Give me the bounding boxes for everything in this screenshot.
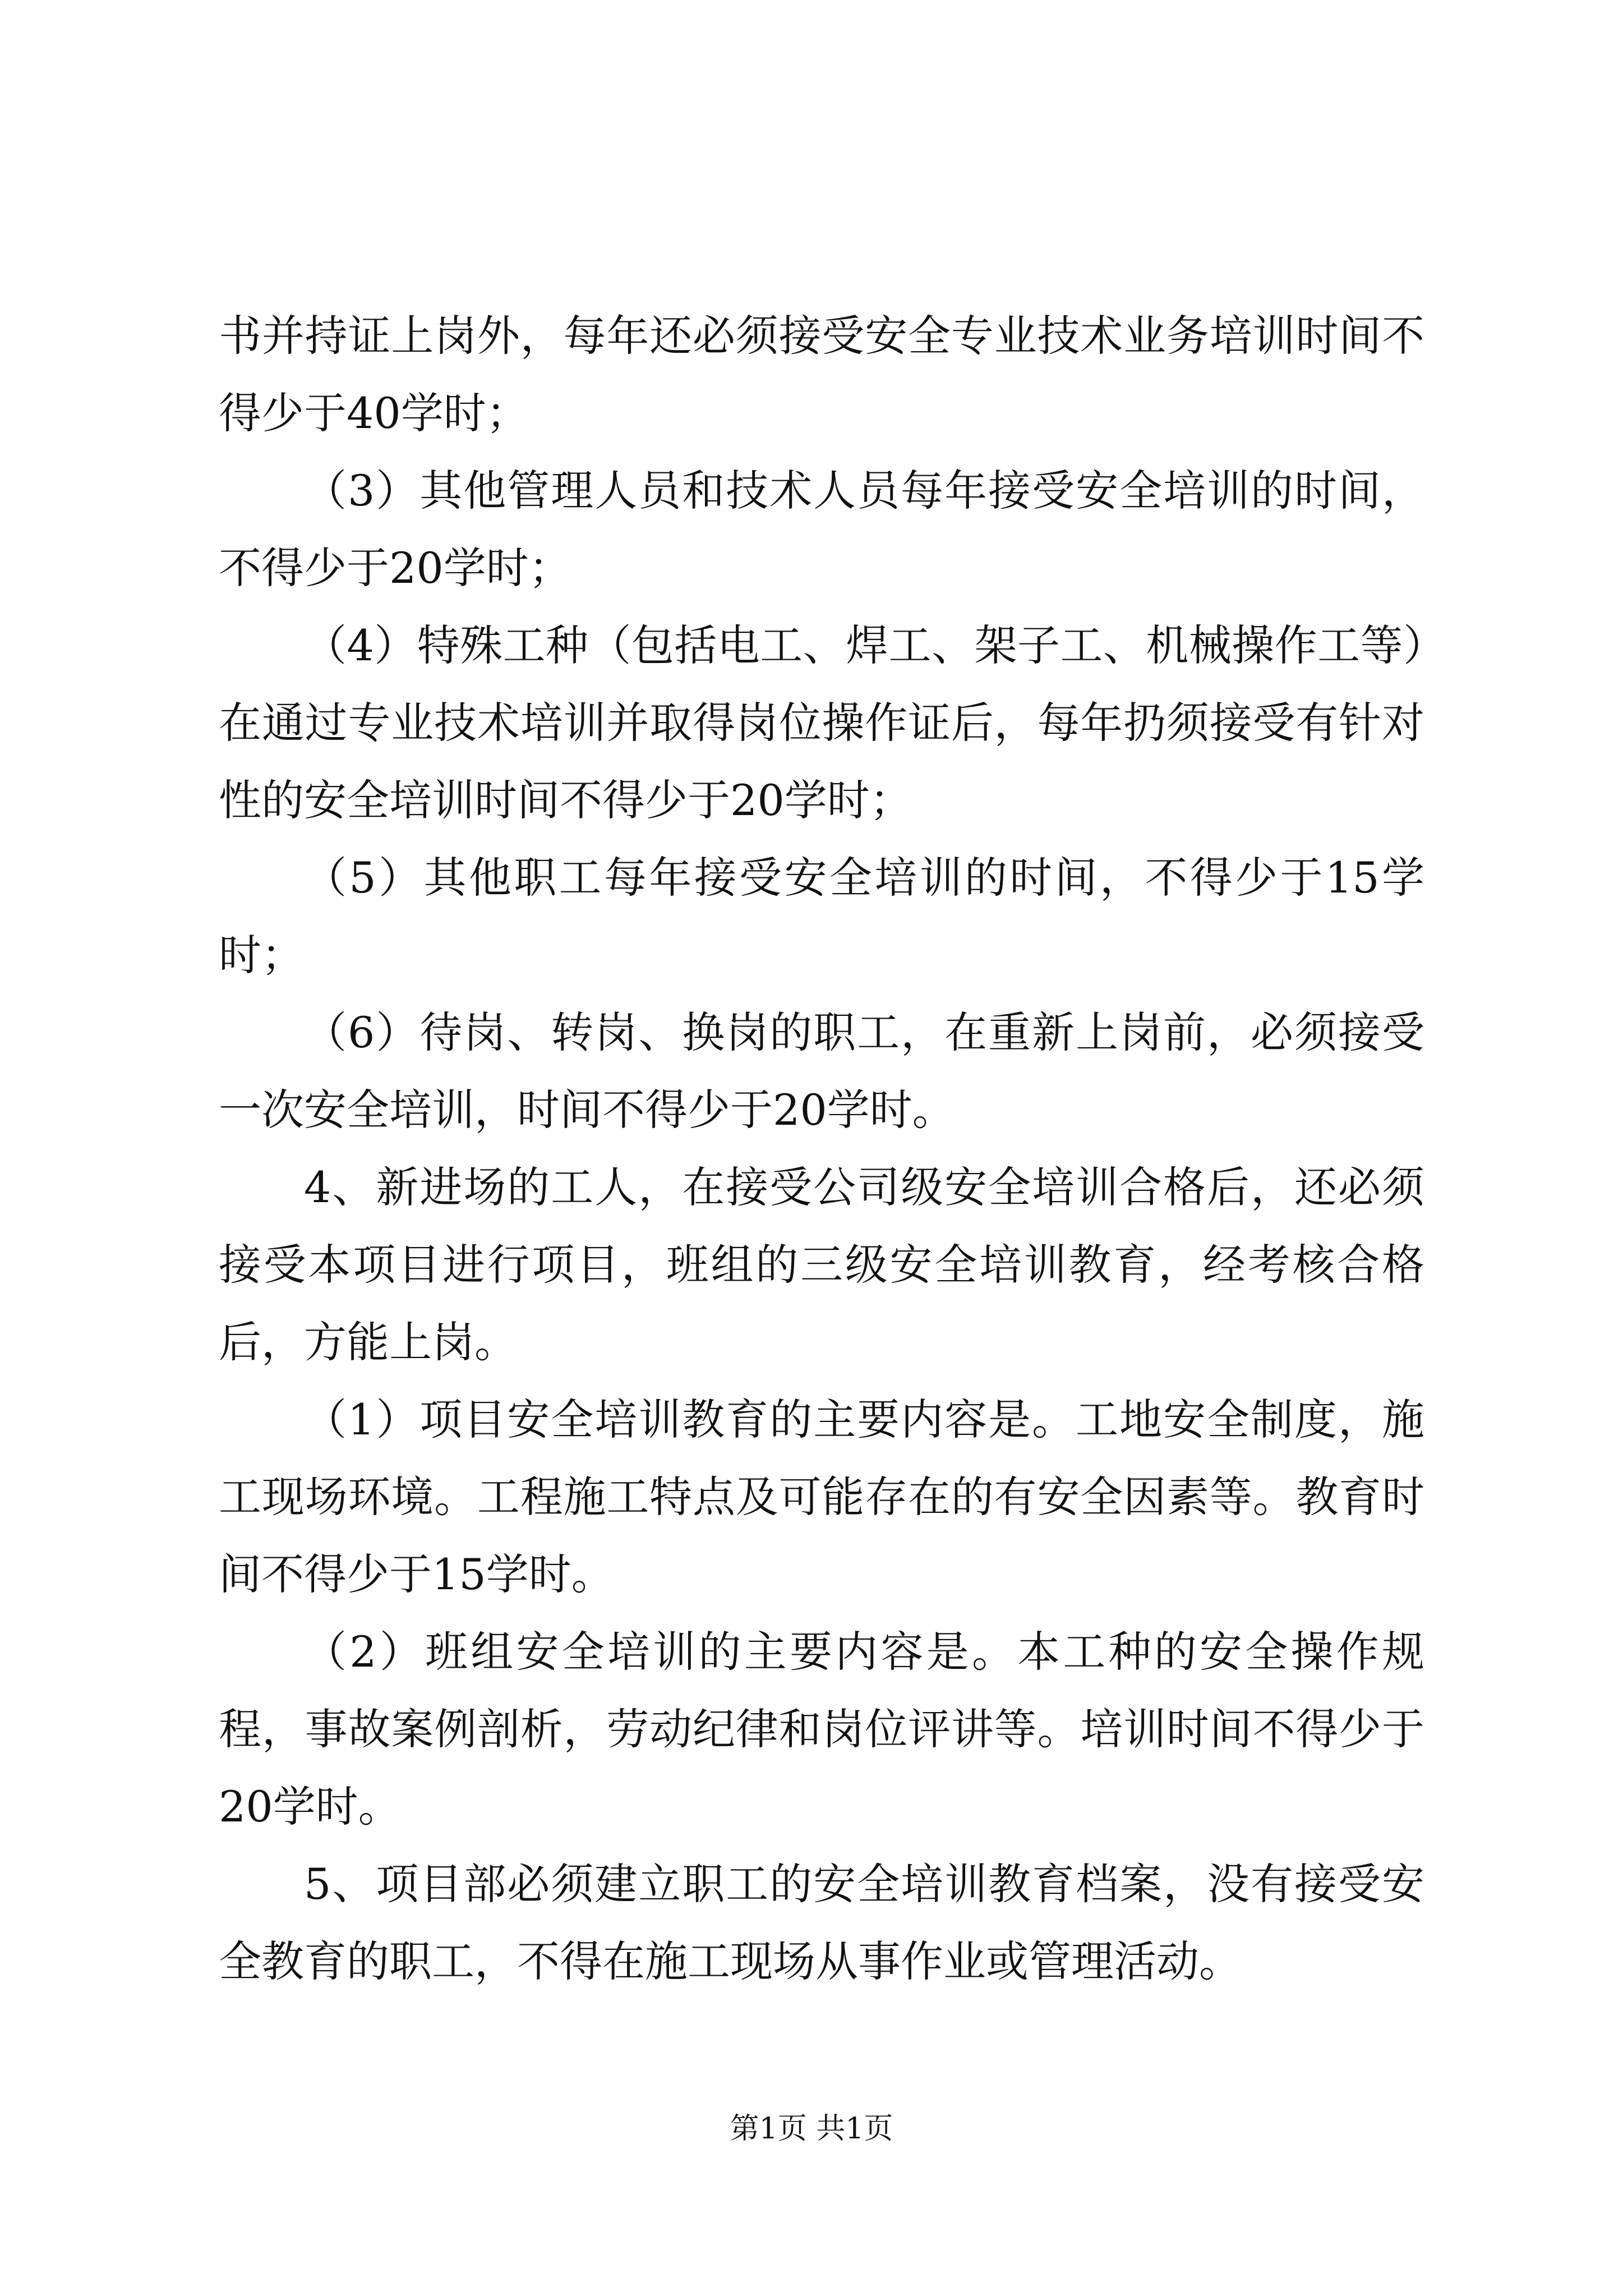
page-footer: 第1页 共1页 xyxy=(730,2112,893,2146)
paragraph-section-4-item-1: （1）项目安全培训教育的主要内容是。工地安全制度，施工现场环境。工程施工特点及可能存在的有安全因素等。教育时间不得少于15学时。 xyxy=(219,1395,1424,1599)
paragraph-section-4-item-2: （2）班组安全培训的主要内容是。本工种的安全操作规程，事故案例剖析，劳动纪律和岗位评讲等。培训时间不得少于20学时。 xyxy=(219,1627,1424,1832)
paragraph-continuation: 书并持证上岗外，每年还必须接受安全专业技术业务培训时间不得少于40学时； xyxy=(219,311,1424,438)
paragraph-item-3: （3）其他管理人员和技术人员每年接受安全培训的时间，不得少于20学时； xyxy=(219,466,1424,593)
paragraph-item-6: （6）待岗、转岗、换岗的职工，在重新上岗前，必须接受一次安全培训，时间不得少于20学时。 xyxy=(219,1007,1424,1135)
paragraph-item-5: （5）其他职工每年接受安全培训的时间，不得少于15学时； xyxy=(219,853,1424,980)
paragraph-item-4: （4）特殊工种（包括电工、焊工、架子工、机械操作工等）在通过专业技术培训并取得岗位操作证后，每年扔须接受有针对性的安全培训时间不得少于20学时； xyxy=(219,620,1424,825)
document-body xyxy=(219,297,1424,2000)
paragraph-section-5: 5、项目部必须建立职工的安全培训教育档案，没有接受安全教育的职工，不得在施工现场从事作业或管理活动。 xyxy=(219,1859,1424,1986)
paragraph-section-4: 4、新进场的工人，在接受公司级安全培训合格后，还必须接受本项目进行项目，班组的三级安全培训教育，经考核合格后，方能上岗。 xyxy=(219,1162,1424,1367)
